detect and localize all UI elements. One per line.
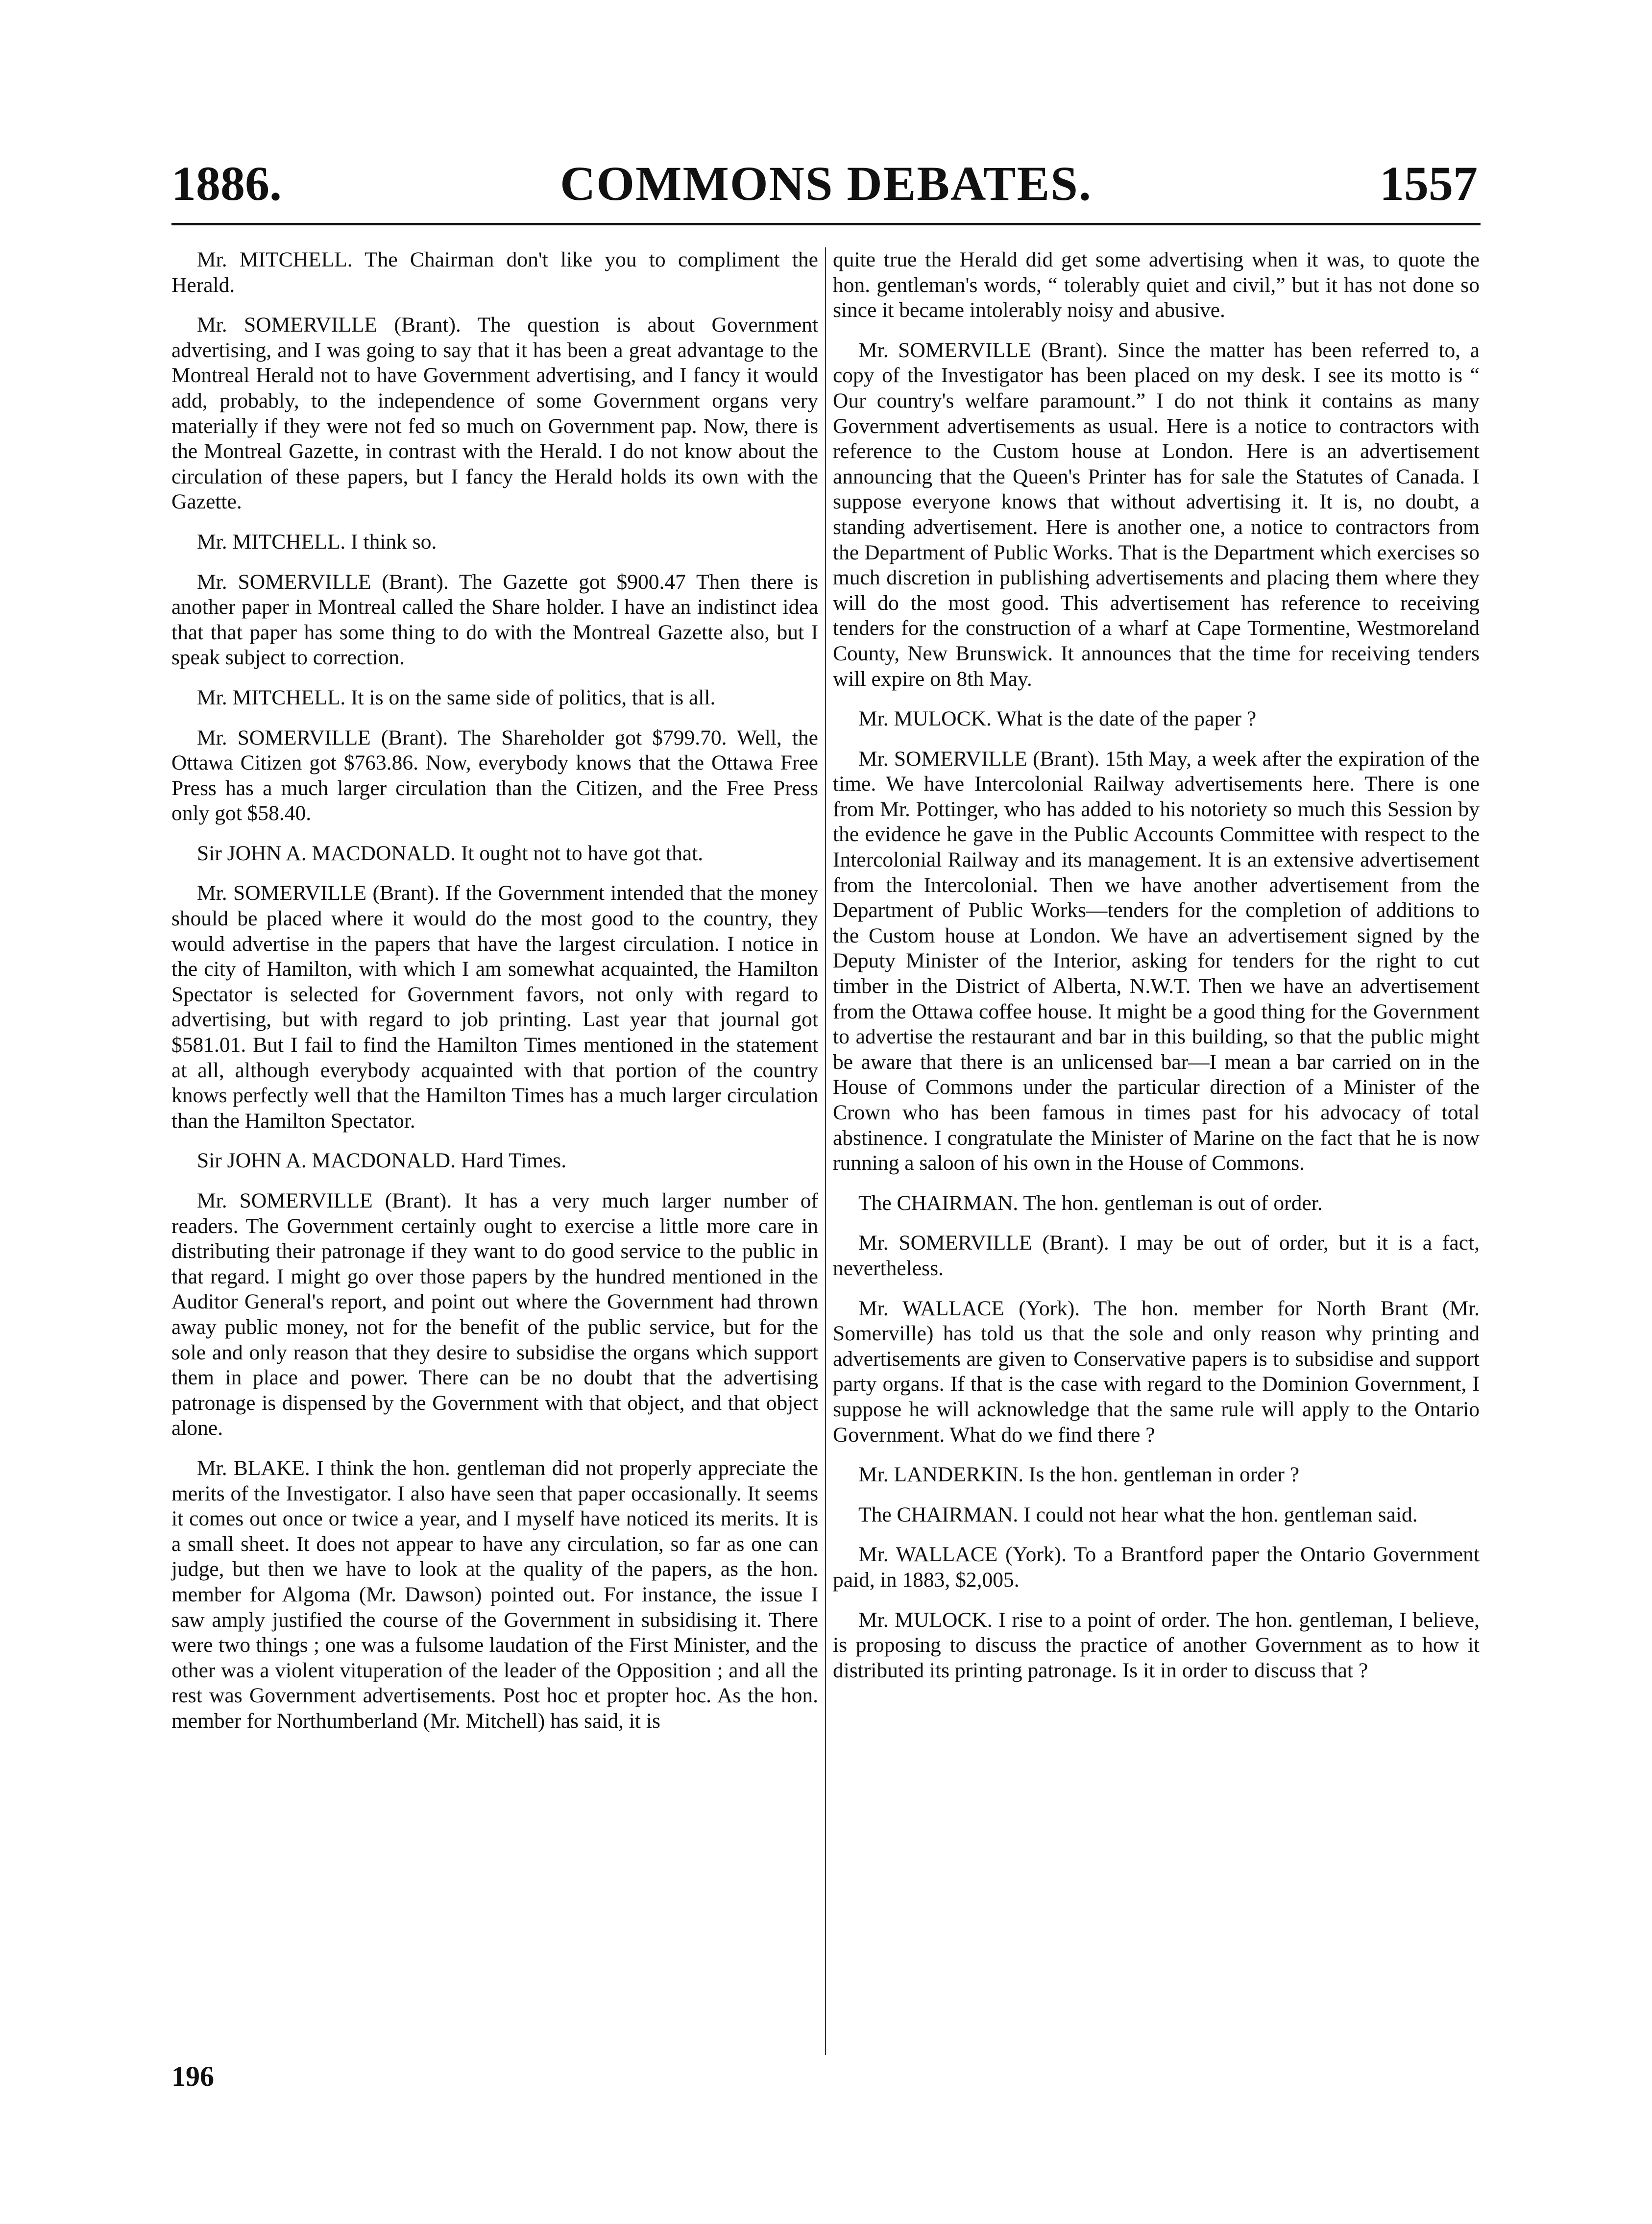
header-title: COMMONS DEBATES. (560, 156, 1092, 211)
paragraph: Mr. LANDERKIN. Is the hon. gentleman in order ? (858, 1463, 1300, 1487)
paragraph: Mr. WALLACE (York). To a Brantford paper the Ontario Government paid, in 1883, $2,005. (833, 1543, 1480, 1592)
paragraph: Mr. MULOCK. What is the date of the paper ? (858, 707, 1257, 731)
paragraph: Mr. SOMERVILLE (Brant). I may be out of order, but it is a fact, nevertheless. (833, 1231, 1480, 1280)
paragraph: Mr. SOMERVILLE (Brant). 15th May, a week after the expiration of the time. We have Intercolonial Railway advertisements here. There is one from Mr. Pottinger, who has added to his notoriety so much this Session by the evidence he gave in the Public Accounts Committee with respect to the Intercolonial Railway and its management. It is an extensive advertisement from the Intercolonial. Then we have another advertisement from the Department of Public Works—tenders for the completion of additions to the Custom house at London. We have an advertisement signed by the Deputy Minister of the Interior, asking for tenders for the right to cut timber in the District of Alberta, N.W.T. Then we have an advertisement from the Ottawa coffee house. It might be a good thing for the Government to advertise the restaurant and bar in this building, so that the public might be aware that there is an unlicensed bar—I mean a bar carried on in the House of Commons under the particular direction of a Minister of the Crown who has been famous in times past for his advocacy of total abstinence. I congratulate the Minister of Marine on the fact that he is now running a saloon of his own in the House of Commons. (833, 747, 1480, 1175)
paragraph: Mr. SOMERVILLE (Brant). It has a very much larger number of readers. The Government certainly ought to exercise a little more care in distributing their patronage if they want to do good service to the public in that regard. I might go over those papers by the hundred mentioned in the Auditor General's report, and point out where the Government had thrown away public money, not for the benefit of the public service, but for the sole and only reason that they desire to subsidise the organs which support them in place and power. There can be no doubt that the advertising patronage is dispensed by the Government with that object, and that object alone. (171, 1189, 818, 1440)
header-year: 1886. (171, 156, 282, 211)
paragraph: Mr. MITCHELL. The Chairman don't like you to compliment the Herald. (171, 248, 818, 297)
signature-number: 196 (171, 2060, 214, 2092)
paragraph: Sir JOHN A. MACDONALD. Hard Times. (197, 1149, 567, 1173)
column-divider (825, 247, 826, 2055)
paragraph: The CHAIRMAN. I could not hear what the hon. gentleman said. (858, 1502, 1418, 1526)
paragraph: Mr. MITCHELL. I think so. (197, 530, 437, 554)
paragraph: quite true the Herald did get some advertising when it was, to quote the hon. gentleman's words, “ tolerably quiet and civil,” but it has not done so since it became intolerably noisy and abusive. (833, 248, 1480, 322)
paragraph: Mr. MITCHELL. It is on the same side of politics, that is all. (197, 685, 716, 709)
left-column (171, 247, 818, 1748)
paragraph: Mr. MULOCK. I rise to a point of order. The hon. gentleman, I believe, is proposing to discuss the practice of another Government as to how it distributed its printing patronage. Is it in order to discuss that ? (833, 1608, 1480, 1682)
paragraph: Mr. WALLACE (York). The hon. member for North Brant (Mr. Somerville) has told us that the sole and only reason why printing and advertisements are given to Conservative papers is to subsidise and support party organs. If that is the case with regard to the Dominion Government, I suppose he will acknowledge that the same rule will apply to the Ontario Government. What do we find there ? (833, 1296, 1480, 1447)
paragraph: Mr. SOMERVILLE (Brant). The question is about Government advertising, and I was going to say that it has been a great advantage to the Montreal Herald not to have Government advertising, and I fancy it would add, probably, to the independence of some Government organs very materially if they were not fed so much on Government pap. Now, there is the Montreal Gazette, in contrast with the Herald. I do not know about the circulation of these papers, but I fancy the Herald holds its own with the Gazette. (171, 313, 818, 514)
paragraph: Mr. SOMERVILLE (Brant). The Gazette got $900.47 Then there is another paper in Montreal called the Share holder. I have an indistinct idea that that paper has some thing to do with the Montreal Gazette also, but I speak subject to correction. (171, 570, 818, 670)
header-rule (171, 223, 1481, 225)
paragraph: Mr. SOMERVILLE (Brant). If the Government intended that the money should be placed where it would do the most good to the country, they would advertise in the papers that have the largest circulation. I notice in the city of Hamilton, with which I am somewhat acquainted, the Hamilton Spectator is selected for Government favors, not only with regard to advertising, but with regard to job printing. Last year that journal got $581.01. But I fail to find the Hamilton Times mentioned in the statement at all, although everybody acquainted with that portion of the country knows perfectly well that the Hamilton Times has a much larger circulation than the Hamilton Spectator. (171, 881, 818, 1133)
paragraph: Mr. BLAKE. I think the hon. gentleman did not properly appreciate the merits of the Investigator. I also have seen that paper occasionally. It seems it comes out once or twice a year, and I myself have noticed its merits. It is a small sheet. It does not appear to have any circulation, so far as one can judge, but then we have to look at the quality of the papers, as the hon. member for Algoma (Mr. Dawson) pointed out. For instance, the issue I saw amply justified the course of the Government in subsidising it. There were two things ; one was a fulsome laudation of the First Minister, and the other was a violent vituperation of the leader of the Opposition ; and all the rest was Government advertisements. Post hoc et propter hoc. As the hon. member for Northumberland (Mr. Mitchell) has said, it is (171, 1456, 818, 1733)
paragraph: Mr. SOMERVILLE (Brant). Since the matter has been referred to, a copy of the Investigator has been placed on my desk. I see its motto is “ Our country's welfare paramount.” I do not think it contains as many Government advertisements as usual. Here is a notice to contractors with reference to the Custom house at London. Here is an advertisement announcing that the Queen's Printer has for sale the Statutes of Canada. I suppose everyone knows that without advertising it. It is, no doubt, a standing advertisement. Here is another one, a notice to contractors from the Department of Public Works. That is the Department which exercises so much discretion in publishing advertisements and placing them where they will do the most good. This advertisement has reference to receiving tenders for the construction of a wharf at Cape Tormentine, Westmoreland County, New Brunswick. It announces that the time for receiving tenders will expire on 8th May. (833, 338, 1480, 691)
right-column (833, 247, 1480, 1698)
header-page-number: 1557 (1380, 156, 1478, 211)
paragraph: Sir JOHN A. MACDONALD. It ought not to have got that. (197, 841, 704, 865)
paragraph: Mr. SOMERVILLE (Brant). The Shareholder got $799.70. Well, the Ottawa Citizen got $763.86. Now, everybody knows that the Ottawa Free Press has a much larger circulation than the Citizen, and the Free Press only got $58.40. (171, 725, 818, 825)
paragraph: The CHAIRMAN. The hon. gentleman is out of order. (858, 1191, 1323, 1215)
